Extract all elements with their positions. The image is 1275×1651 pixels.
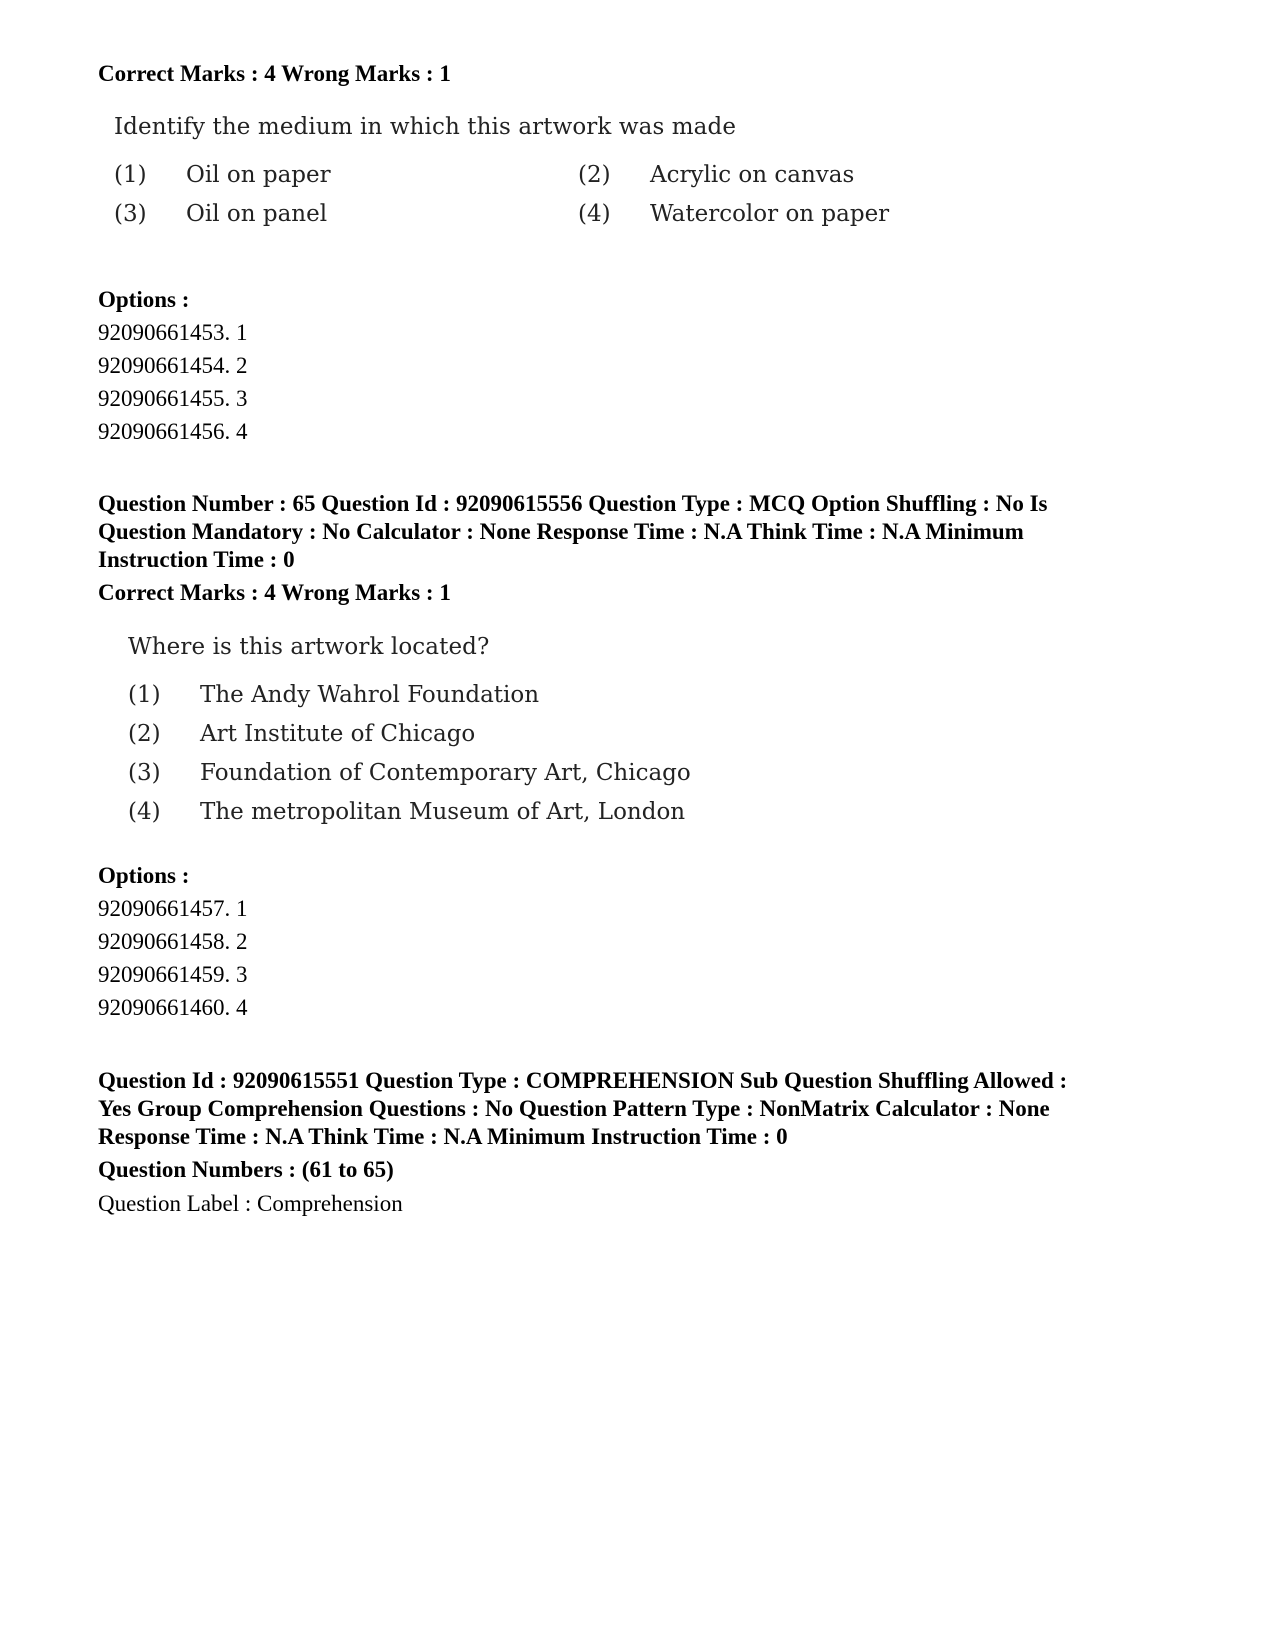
option-id: 92090661453. 1 [98, 320, 248, 345]
options-label: Options : [98, 287, 190, 312]
choice-text: Foundation of Contemporary Art, Chicago [200, 760, 691, 786]
option-id: 92090661458. 2 [98, 929, 248, 954]
choice-text: Oil on paper [186, 162, 331, 188]
marks-line: Correct Marks : 4 Wrong Marks : 1 [98, 61, 451, 86]
question-meta [98, 490, 1188, 574]
meta-line: Question Id : 92090615551 Question Type : COMPREHENSION Sub Question Shuffling Allowed : [98, 1068, 1068, 1093]
question-image [98, 100, 918, 250]
question-numbers: Question Numbers : (61 to 65) [98, 1157, 394, 1182]
choice-text: The Andy Wahrol Foundation [200, 682, 540, 708]
option-id: 92090661460. 4 [98, 995, 248, 1020]
choice-text: Art Institute of Chicago [200, 721, 476, 747]
choice-number: (2) [578, 162, 611, 188]
choice-number: (3) [114, 201, 147, 227]
choice-number: (3) [128, 760, 161, 786]
comprehension-meta [98, 1067, 1188, 1151]
option-id: 92090661455. 3 [98, 386, 248, 411]
choice-text: Watercolor on paper [650, 201, 890, 227]
meta-line: Question Number : 65 Question Id : 92090615556 Question Type : MCQ Option Shuffling : No Is [98, 491, 1048, 516]
choice-number: (4) [578, 201, 611, 227]
question-image [98, 620, 798, 830]
choice-number: (4) [128, 799, 161, 825]
choice-number: (1) [114, 162, 147, 188]
meta-line: Instruction Time : 0 [98, 547, 295, 572]
choice-text: Oil on panel [186, 201, 328, 227]
option-id: 92090661456. 4 [98, 419, 248, 444]
choice-number: (1) [128, 682, 161, 708]
meta-line: Yes Group Comprehension Questions : No Question Pattern Type : NonMatrix Calculator : None [98, 1096, 1050, 1121]
choice-text: The metropolitan Museum of Art, London [200, 799, 686, 825]
option-id: 92090661454. 2 [98, 353, 248, 378]
choice-number: (2) [128, 721, 161, 747]
question-label: Question Label : Comprehension [98, 1191, 403, 1216]
meta-line: Question Mandatory : No Calculator : None Response Time : N.A Think Time : N.A Minimum [98, 519, 1024, 544]
marks-line: Correct Marks : 4 Wrong Marks : 1 [98, 580, 451, 605]
meta-line: Response Time : N.A Think Time : N.A Minimum Instruction Time : 0 [98, 1124, 788, 1149]
option-id: 92090661459. 3 [98, 962, 248, 987]
option-id: 92090661457. 1 [98, 896, 248, 921]
choice-text: Acrylic on canvas [650, 162, 855, 188]
options-label: Options : [98, 863, 190, 888]
question-text: Where is this artwork located? [128, 634, 490, 660]
question-text: Identify the medium in which this artwork was made [114, 114, 737, 140]
